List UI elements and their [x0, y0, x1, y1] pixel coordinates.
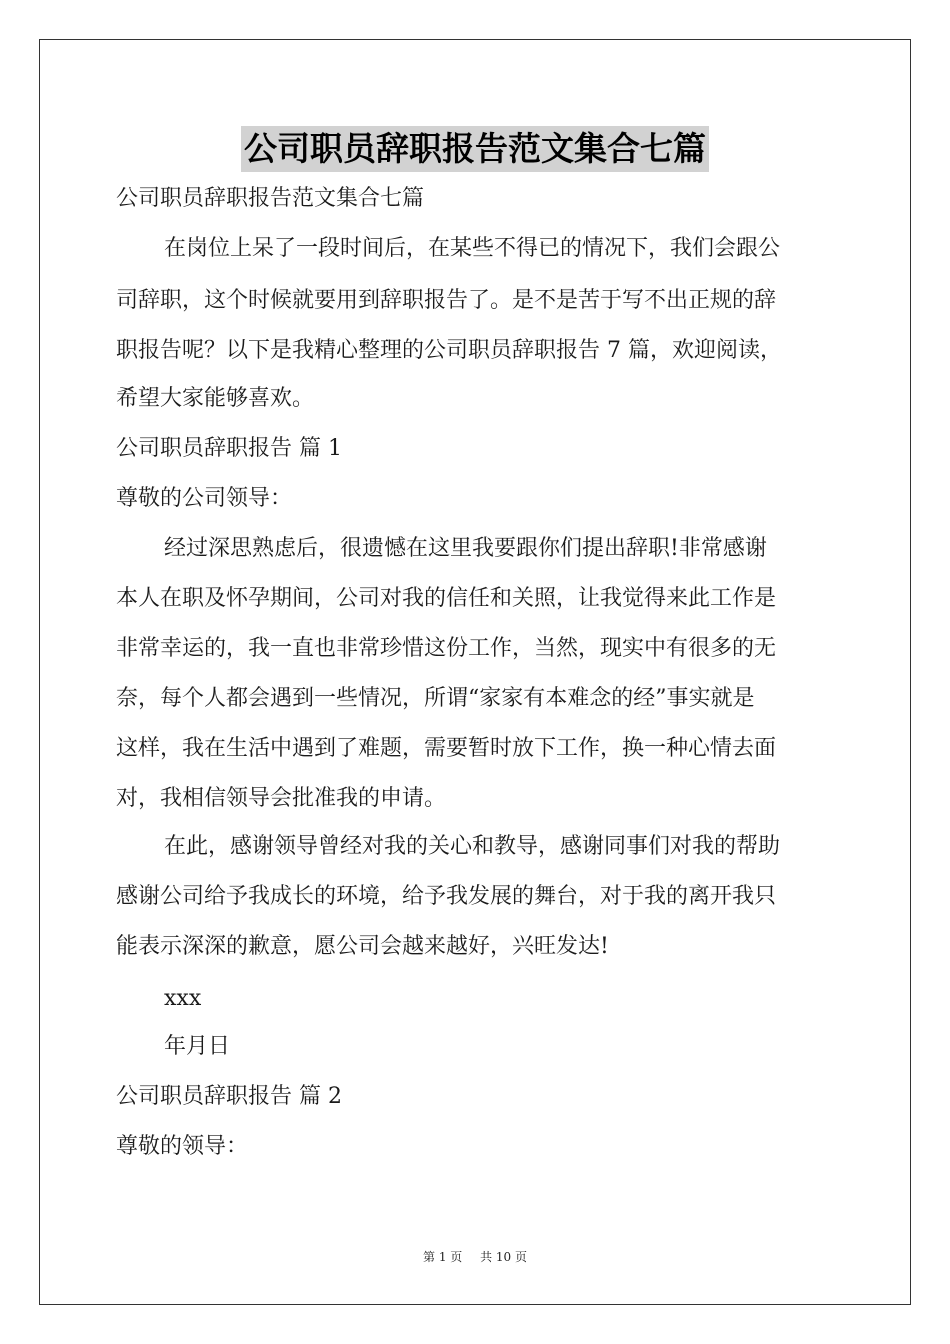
- section-heading: 公司职员辞职报告 篇 1: [116, 436, 342, 461]
- page-total: 共 10 页: [480, 1250, 527, 1264]
- salutation: 尊敬的公司领导：: [116, 486, 293, 511]
- paragraph-line: 能表示深深的歉意，愿公司会越来越好，兴旺发达!: [116, 934, 609, 959]
- paragraph-line: 经过深思熟虑后，很遗憾在这里我要跟你们提出辞职!非常感谢: [164, 536, 767, 561]
- document-title: 公司职员辞职报告范文集合七篇: [241, 126, 709, 172]
- paragraph-line: 奈，每个人都会遇到一些情况，所谓“家家有本难念的经”事实就是: [116, 686, 755, 711]
- paragraph-line: 对，我相信领导会批准我的申请。: [116, 786, 447, 811]
- page-border: [39, 39, 911, 1305]
- intro-line: 职报告呢？以下是我精心整理的公司职员辞职报告 7 篇，欢迎阅读，: [116, 338, 782, 363]
- page-footer: [0, 1249, 950, 1265]
- signature: xxx: [164, 986, 202, 1011]
- paragraph-line: 本人在职及怀孕期间，公司对我的信任和关照，让我觉得来此工作是: [116, 586, 777, 611]
- intro-line: 在岗位上呆了一段时间后，在某些不得已的情况下，我们会跟公: [164, 236, 781, 261]
- title-container: [0, 126, 950, 172]
- section-heading: 公司职员辞职报告 篇 2: [116, 1084, 342, 1109]
- intro-line: 希望大家能够喜欢。: [116, 386, 315, 411]
- paragraph-line: 这样，我在生活中遇到了难题，需要暂时放下工作，换一种心情去面: [116, 736, 777, 761]
- document-subtitle: 公司职员辞职报告范文集合七篇: [116, 186, 425, 211]
- intro-line: 司辞职，这个时候就要用到辞职报告了。是不是苦于写不出正规的辞: [116, 288, 777, 313]
- paragraph-line: 在此，感谢领导曾经对我的关心和教导，感谢同事们对我的帮助: [164, 834, 781, 859]
- paragraph-line: 非常幸运的，我一直也非常珍惜这份工作，当然，现实中有很多的无: [116, 636, 777, 661]
- paragraph-line: 感谢公司给予我成长的环境，给予我发展的舞台，对于我的离开我只: [116, 884, 777, 909]
- date: 年月日: [164, 1034, 231, 1059]
- page-number: 第 1 页: [423, 1250, 463, 1264]
- salutation: 尊敬的领导：: [116, 1134, 249, 1159]
